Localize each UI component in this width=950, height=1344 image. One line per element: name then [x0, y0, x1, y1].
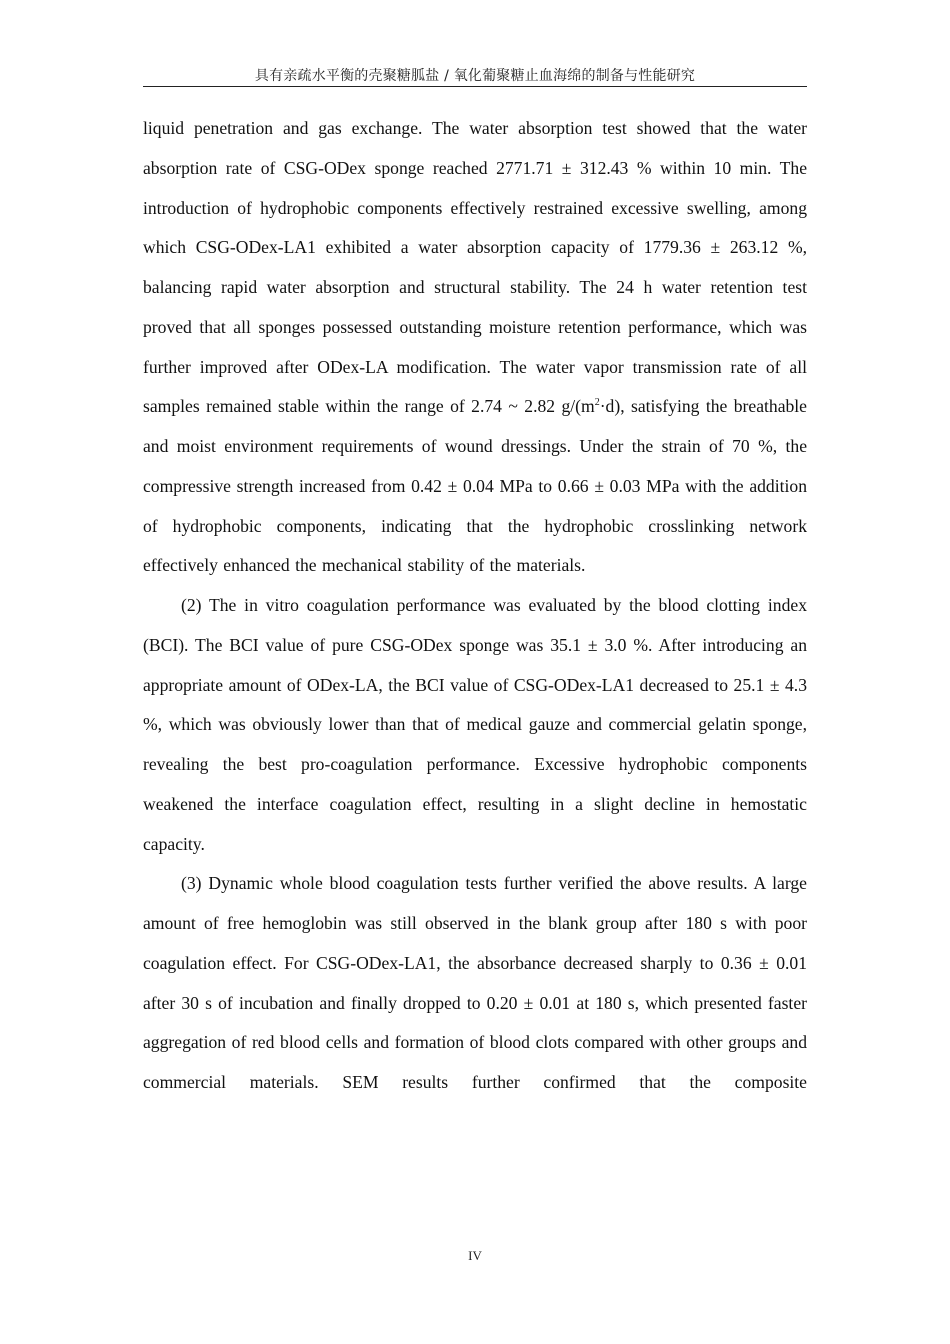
header-rule — [143, 86, 807, 87]
running-header: 具有亲疏水平衡的壳聚糖胍盐 / 氧化葡聚糖止血海绵的制备与性能研究 — [254, 68, 696, 84]
paragraph-1 — [143, 109, 807, 586]
paragraph-3: (3) Dynamic whole blood coagulation tests further verified the above results. A large amount of free hemoglobin was still observed in the blank group after 180 s with poor coagulation effect. For CSG-ODex-LA1, the absorbance decreased sharply to 0.36 ± 0.01 after 30 s of incubation and finally dropped to 0.20 ± 0.01 at 180 s, which presented faster aggregation of red blood cells and formation of blood clots compared with other groups and commercial materials. SEM results further confirmed that the composite — [143, 873, 807, 1092]
superscript-2: 2 — [594, 397, 600, 409]
paragraph-1-text-b: ·d), satisfying the breathable and moist environment requirements of wound dressings. Under the strain of 70 %, the compressive strength increased from 0.42 ± 0.04 MPa to 0.66 ± 0.03 MPa with the addition of hydrophobic components, indicating that the hydrophobic crosslinking network effectively enhanced the mechanical stability of the materials. — [143, 396, 807, 576]
paragraph-2: (2) The in vitro coagulation performance was evaluated by the blood clotting index (BCI). The BCI value of pure CSG-ODex sponge was 35.1 ± 3.0 %. After introducing an appropriate amount of ODex-LA, the BCI value of CSG-ODex-LA1 decreased to 25.1 ± 4.3 %, which was obviously lower than that of medical gauze and commercial gelatin sponge, revealing the best pro-coagulation performance. Excessive hydrophobic components weakened the interface coagulation effect, resulting in a slight decline in hemostatic capacity. — [143, 595, 807, 854]
body-text — [143, 109, 807, 1103]
page-number: IV — [468, 1248, 482, 1263]
paragraph-1-text-a: liquid penetration and gas exchange. The water absorption test showed that the water absorption rate of CSG-ODex sponge reached 2771.71 ± 312.43 % within 10 min. The introduction of hydrophobic components effectively restrained excessive swelling, among which CSG-ODex-LA1 exhibited a water absorption capacity of 1779.36 ± 263.12 %, balancing rapid water absorption and structural stability. The 24 h water retention test proved that all sponges possessed outstanding moisture retention performance, which was further improved after ODex-LA modification. The water vapor transmission rate of all samples remained stable within the range of 2.74 ~ 2.82 g/(m — [143, 118, 807, 417]
